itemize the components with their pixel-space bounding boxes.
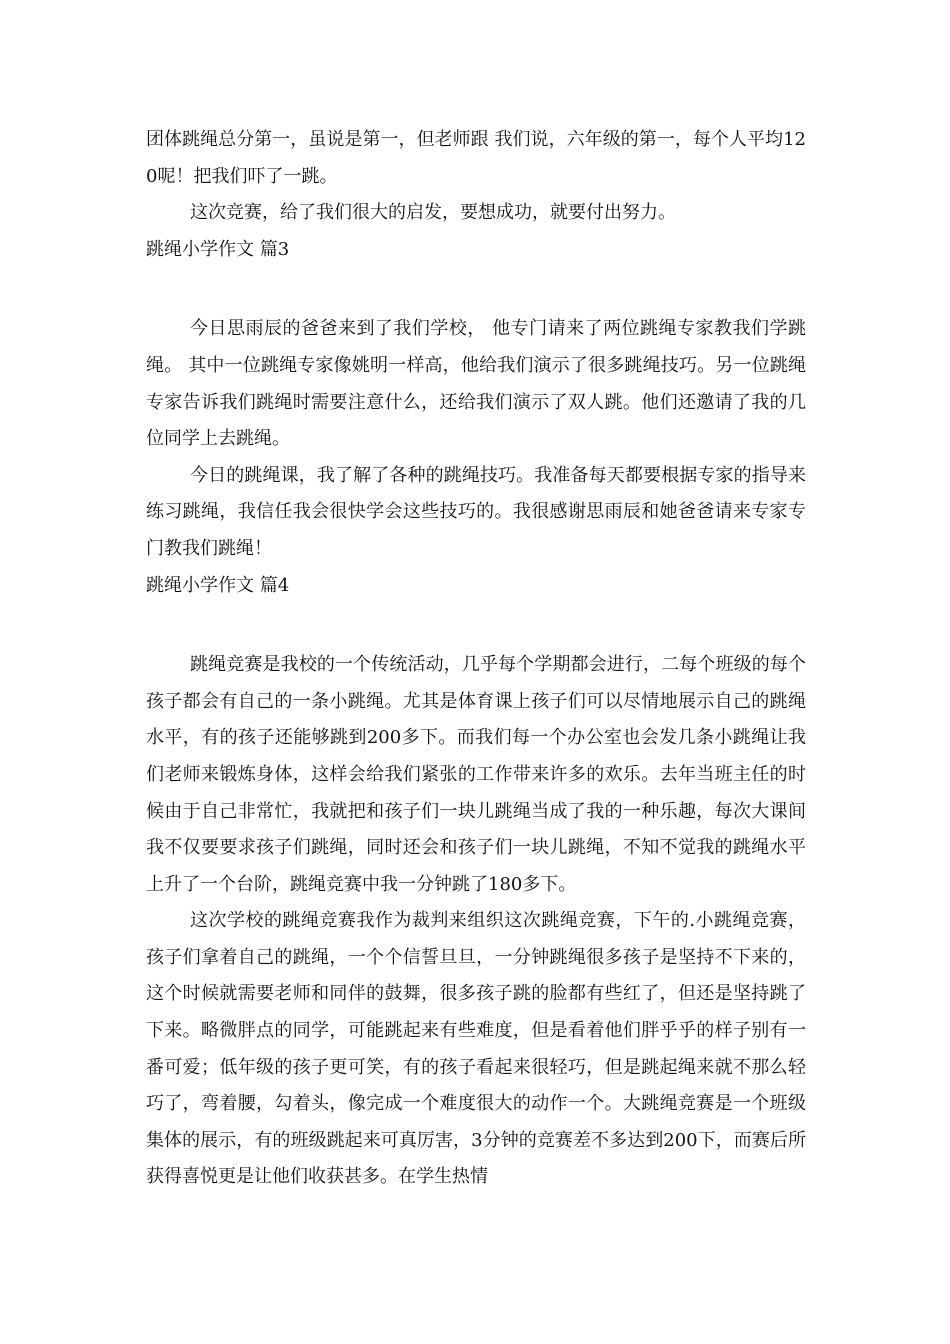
section-gap [146,268,806,311]
paragraph-section3-2: 今日的跳绳课，我了解了各种的跳绳技巧。我准备每天都要根据专家的指导来练习跳绳，我信任我会很快学会这些技巧的。我很感谢思雨辰和她爸爸请来专家专门教我们跳绳！ [146,464,806,559]
document-page [146,122,806,1196]
paragraph-conclusion: 这次竞赛，给了我们很大的启发，要想成功，就要付出努力。 [190,202,676,224]
section-heading-4: 跳绳小学作文 篇4 [146,574,290,596]
section-heading-3: 跳绳小学作文 篇3 [146,238,290,260]
section-gap [146,604,806,647]
paragraph-section4-2: 这次学校的跳绳竞赛我作为裁判来组织这次跳绳竞赛，下午的.小跳绳竞赛，孩子们拿着自己的跳绳，一个个信誓旦旦，一分钟跳绳很多孩子是坚持不下来的，这个时候就需要老师和同伴的鼓舞，很多孩子跳的脸都有些红了，但还是坚持跳了下来。略微胖点的同学，可能跳起来有些难度，但是看着他们胖乎乎的样子别有一番可爱；低年级的孩子更可笑，有的孩子看起来很轻巧，但是跳起绳来就不那么轻巧了，弯着腰，勾着头，像完成一个难度很大的动作一个。大跳绳竞赛是一个班级集体的展示，有的班级跳起来可真厉害，3分钟的竞赛差不多达到200下，而赛后所获得喜悦更是让他们收获甚多。在学生热情 [146,910,806,1188]
paragraph-section4-1: 跳绳竞赛是我校的一个传统活动，几乎每个学期都会进行，二每个班级的每个孩子都会有自己的一条小跳绳。尤其是体育课上孩子们可以尽情地展示自己的跳绳水平，有的孩子还能够跳到200多下。而我们每一个办公室也会发几条小跳绳让我们老师来锻炼身体，这样会给我们紧张的工作带来许多的欢乐。去年当班主任的时候由于自己非常忙，我就把和孩子们一块儿跳绳当成了我的一种乐趣，每次大课间我不仅要要求孩子们跳绳，同时还会和孩子们一块儿跳绳，不知不觉我的跳绳水平上升了一个台阶，跳绳竞赛中我一分钟跳了180多下。 [146,654,806,895]
paragraph-continued: 团体跳绳总分第一，虽说是第一，但老师跟 我们说，六年级的第一，每个人平均120呢！把我们吓了一跳。 [146,129,806,187]
paragraph-section3-1: 今日思雨辰的爸爸来到了我们学校， 他专门请来了两位跳绳专家教我们学跳绳。 其中一位跳绳专家像姚明一样高，他给我们演示了很多跳绳技巧。另一位跳绳专家告诉我们跳绳时需要注意什么，还给我们演示了双人跳。他们还邀请了我的几位同学上去跳绳。 [146,318,806,450]
